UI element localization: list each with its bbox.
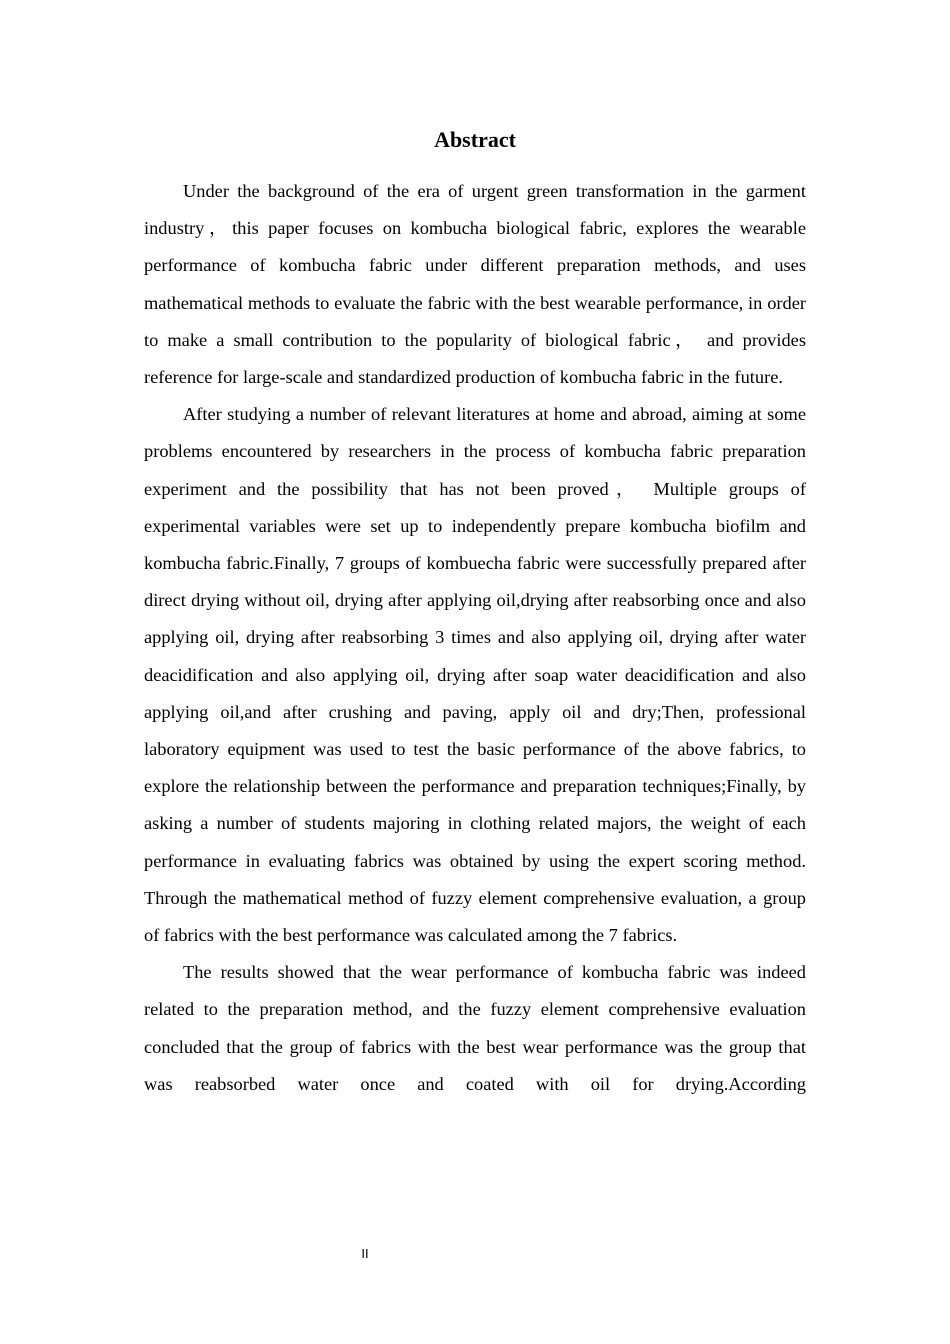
page-number: II <box>361 1246 369 1261</box>
abstract-paragraph-1: Under the background of the era of urgent green transformation in the garment industry，this paper focuses on kombucha biological fabric, explores the wearable performance of kombucha fabric under different preparation methods, and uses mathematical methods to evaluate the fabric with the best wearable performance, in order to make a small contribution to the popularity of biological fabric， and provides reference for large-scale and standardized production of kombucha fabric in the future. <box>144 181 806 388</box>
abstract-paragraph-3: The results showed that the wear performance of kombucha fabric was indeed related to the preparation method, and the fuzzy element comprehensive evaluation concluded that the group of fabrics with the best wear performance was the group that was reabsorbed water once and coated with oil for drying.According <box>144 962 806 1094</box>
abstract-title: Abstract <box>434 127 516 152</box>
abstract-body <box>144 173 806 1103</box>
abstract-paragraph-2: After studying a number of relevant literatures at home and abroad, aiming at some problems encountered by researchers in the process of kombucha fabric preparation experiment and the possibility that has not been proved， Multiple groups of experimental variables were set up to independently prepare kombucha biofilm and kombucha fabric.Finally, 7 groups of kombuecha fabric were successfully prepared after direct drying without oil, drying after applying oil,drying after reabsorbing once and also applying oil, drying after reabsorbing 3 times and also applying oil, drying after water deacidification and also applying oil, drying after soap water deacidification and also applying oil,and after crushing and paving, apply oil and dry;Then, professional laboratory equipment was used to test the basic performance of the above fabrics, to explore the relationship between the performance and preparation techniques;Finally, by asking a number of students majoring in clothing related majors, the weight of each performance in evaluating fabrics was obtained by using the expert scoring method. Through the mathematical method of fuzzy element comprehensive evaluation, a group of fabrics with the best performance was calculated among the 7 fabrics. <box>144 404 806 946</box>
